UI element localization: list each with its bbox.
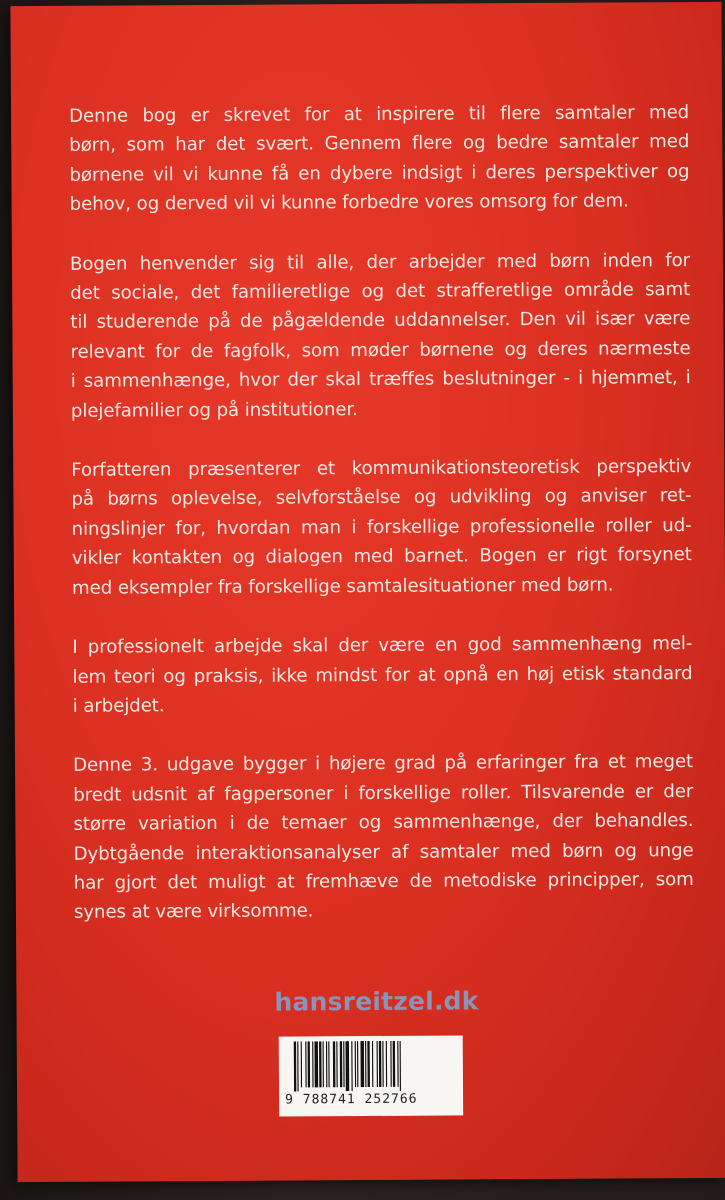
paragraph-line: I professionelt arbejde skal der være en god sammenhæng mel- [72, 633, 693, 658]
paragraph-line: synes at være virksomme. [73, 900, 314, 924]
barcode-bar [379, 1041, 382, 1087]
barcode-bar [355, 1041, 356, 1087]
paragraph-line: plejefamilier og på institutioner. [70, 398, 358, 422]
paragraph-line: større variation i de temaer og sammenhænge, der behandles. [73, 810, 694, 835]
paragraph-line: vikler kontakten og dialogen med barnet. Bogen er rigt forsynet [71, 544, 692, 570]
barcode-bar [305, 1041, 306, 1087]
barcode-bar [382, 1041, 383, 1087]
paragraph-line: børn, som har det svært. Gennem flere og bedre samtaler med [69, 131, 690, 157]
paragraph-2 [70, 246, 691, 426]
paragraph-line: i sammenhænge, hvor der skal træffes beslutninger - i hjemmet, i [70, 367, 691, 393]
paragraph-line: Dybtgående interaktionsanalyser af samtaler med børn og unge [73, 839, 694, 865]
barcode-bar [386, 1041, 387, 1087]
barcode-bar [357, 1041, 358, 1087]
barcode-bar [319, 1041, 322, 1087]
paragraph-line: Bogen henvender sig til alle, der arbejder med børn inden for [69, 249, 691, 275]
barcode-bar [400, 1041, 401, 1091]
barcode-bar [377, 1041, 378, 1087]
book-back-cover [10, 2, 725, 1182]
barcode-bars-icon [293, 1041, 449, 1092]
barcode-bar [367, 1041, 370, 1087]
paragraph-line: har gjort det muligt at fremhæve de metodiske principper, som [73, 868, 694, 894]
paragraph-line: børnene vil vi kunne få en dybere indsigt i deres perspektiver og [69, 160, 690, 186]
barcode [279, 1035, 463, 1116]
paragraph-line: i arbejdet. [72, 695, 165, 717]
isbn-number: 9 788741 252766 [285, 1091, 418, 1108]
paragraph-line: bredt udsnit af fagpersoner i forskellige roller. Tilsvarende er der [73, 780, 694, 806]
barcode-bar [301, 1041, 302, 1087]
paragraph-line: behov, og derved vil vi kunne forbedre vores omsorg for dem. [69, 190, 629, 216]
publisher-website: hansreitzel.dk [274, 986, 479, 1017]
barcode-bar [345, 1041, 349, 1091]
barcode-bar [333, 1041, 336, 1087]
barcode-bar [312, 1041, 313, 1087]
barcode-bar [343, 1041, 344, 1087]
paragraph-line: lem teori og praksis, ikke mindst for at opnå en høj etisk standard [72, 662, 693, 688]
barcode-bar [308, 1041, 311, 1087]
paragraph-line: på børns oplevelse, selvforståelse og udvikling og anviser ret- [71, 485, 692, 511]
barcode-bar [372, 1041, 373, 1087]
paragraph-3 [71, 452, 692, 603]
paragraph-4 [72, 629, 693, 721]
barcode-bar [393, 1041, 396, 1087]
paragraph-line: med eksempler fra forskellige samtalesituationer med børn. [71, 574, 614, 599]
barcode-bar [365, 1041, 366, 1087]
paragraph-line: relevant for de fagfolk, som møder børnene og deres nærmeste [70, 337, 691, 363]
barcode-bar [360, 1041, 364, 1087]
paragraph-line: Denne bog er skrevet for at inspirere til flere samtaler med [69, 102, 690, 127]
barcode-bar [322, 1041, 323, 1087]
barcode-bar [397, 1041, 398, 1087]
barcode-bar [390, 1041, 391, 1087]
paragraph-line: ningslinjer for, hvordan man i forskellige professionelle roller ud- [71, 514, 692, 540]
barcode-bar [351, 1041, 352, 1091]
barcode-bar [328, 1041, 329, 1087]
barcode-bar [336, 1041, 337, 1087]
paragraph-line: Forfatteren præsenterer et kommunikationsteoretisk perspektiv [71, 456, 692, 481]
paragraph-line: det sociale, det familieretlige og det strafferetlige område samt [70, 279, 691, 304]
paragraph-1 [69, 98, 690, 219]
barcode-bar [326, 1041, 327, 1087]
barcode-bar [297, 1041, 298, 1091]
paragraph-line: til studerende på de pågældende uddannelser. Den vil især være [70, 308, 691, 334]
barcode-bar [294, 1041, 297, 1091]
paragraph-line: Denne 3. udgave bygger i højere grad på erfaringer fra et meget [72, 751, 694, 777]
barcode-bar [340, 1041, 343, 1087]
paragraph-5 [73, 747, 694, 927]
blurb-text [69, 98, 694, 958]
barcode-bar [314, 1041, 318, 1087]
